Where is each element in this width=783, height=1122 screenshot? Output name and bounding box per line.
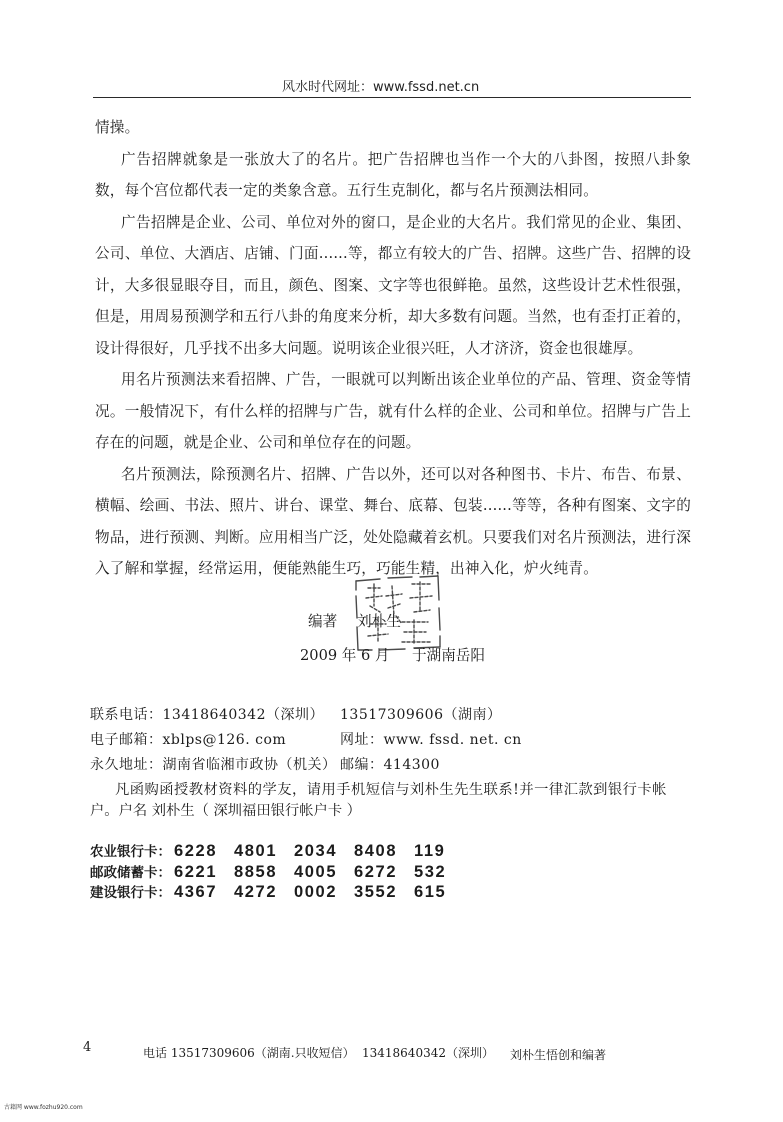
- address-value: 湖南省临湘市政协（机关）: [162, 757, 337, 773]
- paragraph: [95, 364, 691, 459]
- phone-label: 联系电话：: [90, 707, 163, 723]
- notice-line: 凡函购函授教材资料的学友，请用手机短信与刘朴生先生联系!并一律汇款到银行卡帐: [115, 782, 667, 798]
- paragraph: [95, 144, 691, 207]
- postcode-value: 414300: [383, 757, 440, 773]
- text-line: 名片预测法，除预测名片、招牌、广告以外，还可以对各种图书、卡片、布告、布景、: [121, 465, 691, 483]
- bank-card-list: [90, 841, 474, 903]
- footer-phone-hunan: 电话 13517309606（湖南.只收短信）: [143, 1046, 355, 1060]
- card-number-group: 8408: [354, 842, 398, 860]
- notice-line: 户。户名 刘朴生（ 深圳福田银行帐户卡 ）: [90, 802, 361, 819]
- signature-date: 2009 年 6 月: [300, 647, 390, 664]
- text-line: 况。一般情况下，有什么样的招牌与广告，就有什么样的企业、公司和单位。招牌与广告上: [95, 402, 691, 420]
- website-field: [340, 730, 522, 750]
- header-rule: [93, 97, 691, 98]
- address-label: 永久地址：: [90, 757, 163, 773]
- card-number-group: 0002: [294, 883, 338, 901]
- card-number-group: 3552: [354, 883, 398, 901]
- signature-place: 于湖南岳阳: [412, 647, 485, 664]
- page-number: 4: [83, 1040, 92, 1055]
- card-number-group: 6221: [174, 862, 218, 881]
- phone-hunan: 13517309606（湖南）: [340, 707, 502, 723]
- paragraph: [95, 112, 691, 144]
- text-line: 公司、单位、大酒店、店铺、门面......等，都立有较大的广告、招牌。这些广告、招牌的设: [95, 245, 691, 262]
- text-line: 情操。: [95, 119, 140, 136]
- bank-card-label: 农业银行卡：: [90, 844, 171, 860]
- contact-email-row: [90, 730, 522, 750]
- bank-card-row: [90, 882, 474, 903]
- text-line: 存在的问题，就是企业、公司和单位存在的问题。: [95, 434, 421, 451]
- text-line: 物品，进行预测、判断。应用相当广泛，处处隐藏着玄机。只要我们对名片预测法，进行深: [95, 528, 691, 546]
- text-line: 数，每个宫位都代表一定的类象含意。五行生克制化，都与名片预测法相同。: [95, 182, 598, 199]
- website-url: www. fssd. net. cn: [383, 732, 522, 748]
- author-seal: [350, 572, 445, 654]
- footer-phone-shenzhen: 13418640342（深圳）: [362, 1046, 494, 1060]
- footer-credit: 刘朴生悟创和编著: [510, 1048, 607, 1062]
- card-number-group: 8858: [234, 862, 278, 881]
- card-number-group: 4801: [234, 842, 278, 860]
- text-line: 但是，用周易预测学和五行八卦的角度来分析，却大多数有问题。当然，也有歪打正着的，: [95, 308, 691, 325]
- card-number-group: 4367: [174, 883, 218, 901]
- signature-author: 刘朴生: [357, 613, 401, 630]
- text-line: 广告招牌是企业、公司、单位对外的窗口，是企业的大名片。我们常见的企业、集团、: [121, 213, 691, 231]
- website-label: 网址：: [340, 732, 384, 748]
- card-number-group: 615: [414, 883, 447, 901]
- card-number-group: 532: [414, 862, 447, 881]
- contact-address-row: [90, 755, 440, 775]
- seal-strokes: [356, 576, 440, 650]
- email-label: 电子邮箱：: [90, 732, 163, 748]
- source-watermark: 古籍网 www.fozhu920.com: [4, 1104, 83, 1111]
- body-text: [95, 112, 691, 585]
- bank-card-label: 邮政储蓄卡：: [90, 864, 171, 881]
- text-line: 设计得很好，几乎找不出多大问题。说明该企业很兴旺，人才济济，资金也很雄厚。: [95, 339, 643, 357]
- bank-card-label: 建设银行卡：: [90, 885, 171, 901]
- bank-card-row: [90, 841, 474, 862]
- paragraph: [95, 459, 691, 585]
- paragraph: [95, 207, 691, 365]
- card-number-group: 6272: [354, 862, 398, 881]
- text-line: 入了解和掌握，经常运用，便能熟能生巧，巧能生精，出神入化，炉火纯青。: [95, 560, 598, 577]
- payment-notice: [90, 780, 690, 821]
- contact-phone-row: [90, 705, 502, 725]
- bank-card-row: [90, 862, 474, 883]
- text-line: 横幅、绘画、书法、照片、讲台、课堂、舞台、底幕、包装......等等，各种有图案、文字的: [95, 497, 691, 514]
- signature-role: 编著: [308, 613, 338, 630]
- postcode-field: [340, 755, 440, 775]
- card-number-group: 119: [414, 842, 446, 860]
- running-header: 风水时代网址：www.fssd.net.cn: [282, 80, 480, 95]
- postcode-label: 邮编：: [340, 757, 384, 773]
- email-address: xblps@126. com: [162, 732, 287, 748]
- card-number-group: 2034: [294, 842, 338, 860]
- text-line: 广告招牌就象是一张放大了的名片。把广告招牌也当作一个大的八卦图，按照八卦象: [121, 150, 691, 168]
- text-line: 计，大多很显眼夺目，而且，颜色、图案、文字等也很鲜艳。虽然，这些设计艺术性很强，: [95, 276, 691, 294]
- card-number-group: 4272: [234, 883, 278, 901]
- phone-shenzhen: 13418640342（深圳）: [162, 707, 324, 723]
- card-number-group: 6228: [174, 842, 218, 860]
- text-line: 用名片预测法来看招牌、广告，一眼就可以判断出该企业单位的产品、管理、资金等情: [121, 371, 691, 388]
- card-number-group: 4005: [294, 862, 338, 881]
